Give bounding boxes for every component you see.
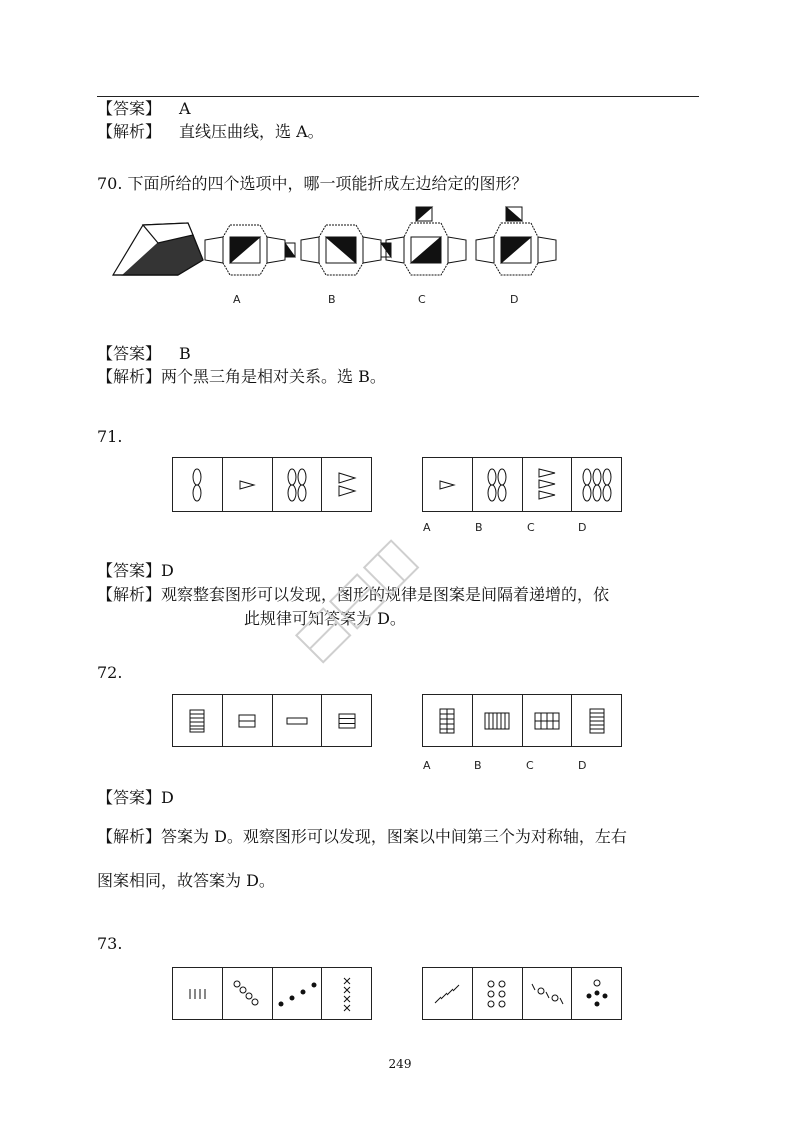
- q72-analysis-line-2: 图案相同，故答案为 D。: [97, 871, 275, 890]
- q69-analysis: [97, 122, 324, 142]
- q70-option-label-c: C: [418, 293, 426, 306]
- q71-answer: [97, 561, 174, 581]
- q70-option-label-d: D: [510, 293, 519, 306]
- top-rule: [97, 96, 699, 97]
- q71-option-c: [523, 458, 573, 511]
- q72-question-strip: [172, 694, 372, 747]
- q73-cell-1: [173, 968, 223, 1019]
- net-option-d: [476, 207, 556, 275]
- q72-analysis: [97, 827, 627, 847]
- q73-cell-4: [322, 968, 371, 1019]
- q72-option-label-d: D: [578, 759, 587, 772]
- q73-option-b: [473, 968, 523, 1019]
- q70-option-label-a: A: [233, 293, 241, 306]
- q72-option-c: [523, 695, 573, 746]
- q70-answer: [97, 344, 191, 364]
- analysis-label: 【解析】: [97, 585, 162, 604]
- answer-value: B: [179, 344, 191, 363]
- analysis-text: 直线压曲线，选 A。: [179, 122, 324, 141]
- q72-cell-1: [173, 695, 223, 746]
- answer-label: 【答案】: [97, 788, 162, 807]
- q73-options-strip: [422, 967, 622, 1020]
- q73-cell-3: [273, 968, 323, 1019]
- q70-question: 70. 下面所给的四个选项中，哪一项能折成左边给定的图形？: [97, 174, 528, 193]
- analysis-line-1: 观察整套图形可以发现，图形的规律是图案是间隔着递增的，依: [161, 585, 610, 604]
- q70-analysis: [97, 367, 386, 387]
- q72-option-b: [473, 695, 523, 746]
- page-number: 249: [388, 1057, 412, 1071]
- net-option-c: [386, 207, 466, 275]
- analysis-text: 两个黑三角是相对关系。选 B。: [161, 367, 386, 386]
- q72-cell-2: [223, 695, 273, 746]
- q71-option-b: [473, 458, 523, 511]
- answer-label: 【答案】: [97, 99, 162, 118]
- analysis-line-1: 答案为 D。观察图形可以发现，图案以中间第三个为对称轴，左右: [161, 827, 627, 846]
- q71-cell-1: [173, 458, 223, 511]
- q71-option-label-b: B: [475, 521, 483, 534]
- answer-label: 【答案】: [97, 344, 162, 363]
- q72-option-label-a: A: [423, 759, 431, 772]
- q72-option-a: [423, 695, 473, 746]
- q73-option-c: [523, 968, 573, 1019]
- q72-option-label-c: C: [526, 759, 534, 772]
- q72-option-d: [572, 695, 621, 746]
- net-option-b: [301, 225, 391, 275]
- q72-cell-4: [322, 695, 371, 746]
- q71-number: 71.: [97, 427, 123, 446]
- q71-option-label-c: C: [527, 521, 535, 534]
- q73-question-strip: [172, 967, 372, 1020]
- q69-answer: [97, 99, 191, 119]
- analysis-label: 【解析】: [97, 367, 162, 386]
- answer-value: A: [179, 99, 191, 118]
- q73-option-d: [572, 968, 621, 1019]
- q71-analysis-line-2: 此规律可知答案为 D。: [244, 609, 406, 628]
- q72-number: 72.: [97, 663, 123, 682]
- q70-figures: [108, 205, 558, 285]
- q70-option-label-b: B: [328, 293, 336, 306]
- q73-cell-2: [223, 968, 273, 1019]
- q72-answer: [97, 788, 174, 808]
- frustum-figure: [113, 223, 203, 275]
- analysis-label: 【解析】: [97, 827, 162, 846]
- analysis-label: 【解析】: [97, 122, 162, 141]
- q72-options-strip: [422, 694, 622, 747]
- q72-cell-3: [273, 695, 323, 746]
- watermark: [250, 490, 470, 710]
- q72-option-label-b: B: [474, 759, 482, 772]
- q71-option-label-a: A: [423, 521, 431, 534]
- q73-option-a: [423, 968, 473, 1019]
- answer-value: D: [161, 788, 174, 807]
- net-option-a: [205, 225, 295, 275]
- answer-label: 【答案】: [97, 561, 162, 580]
- answer-value: D: [161, 561, 174, 580]
- q71-option-d: [572, 458, 621, 511]
- q73-number: 73.: [97, 934, 123, 953]
- q71-option-label-d: D: [578, 521, 587, 534]
